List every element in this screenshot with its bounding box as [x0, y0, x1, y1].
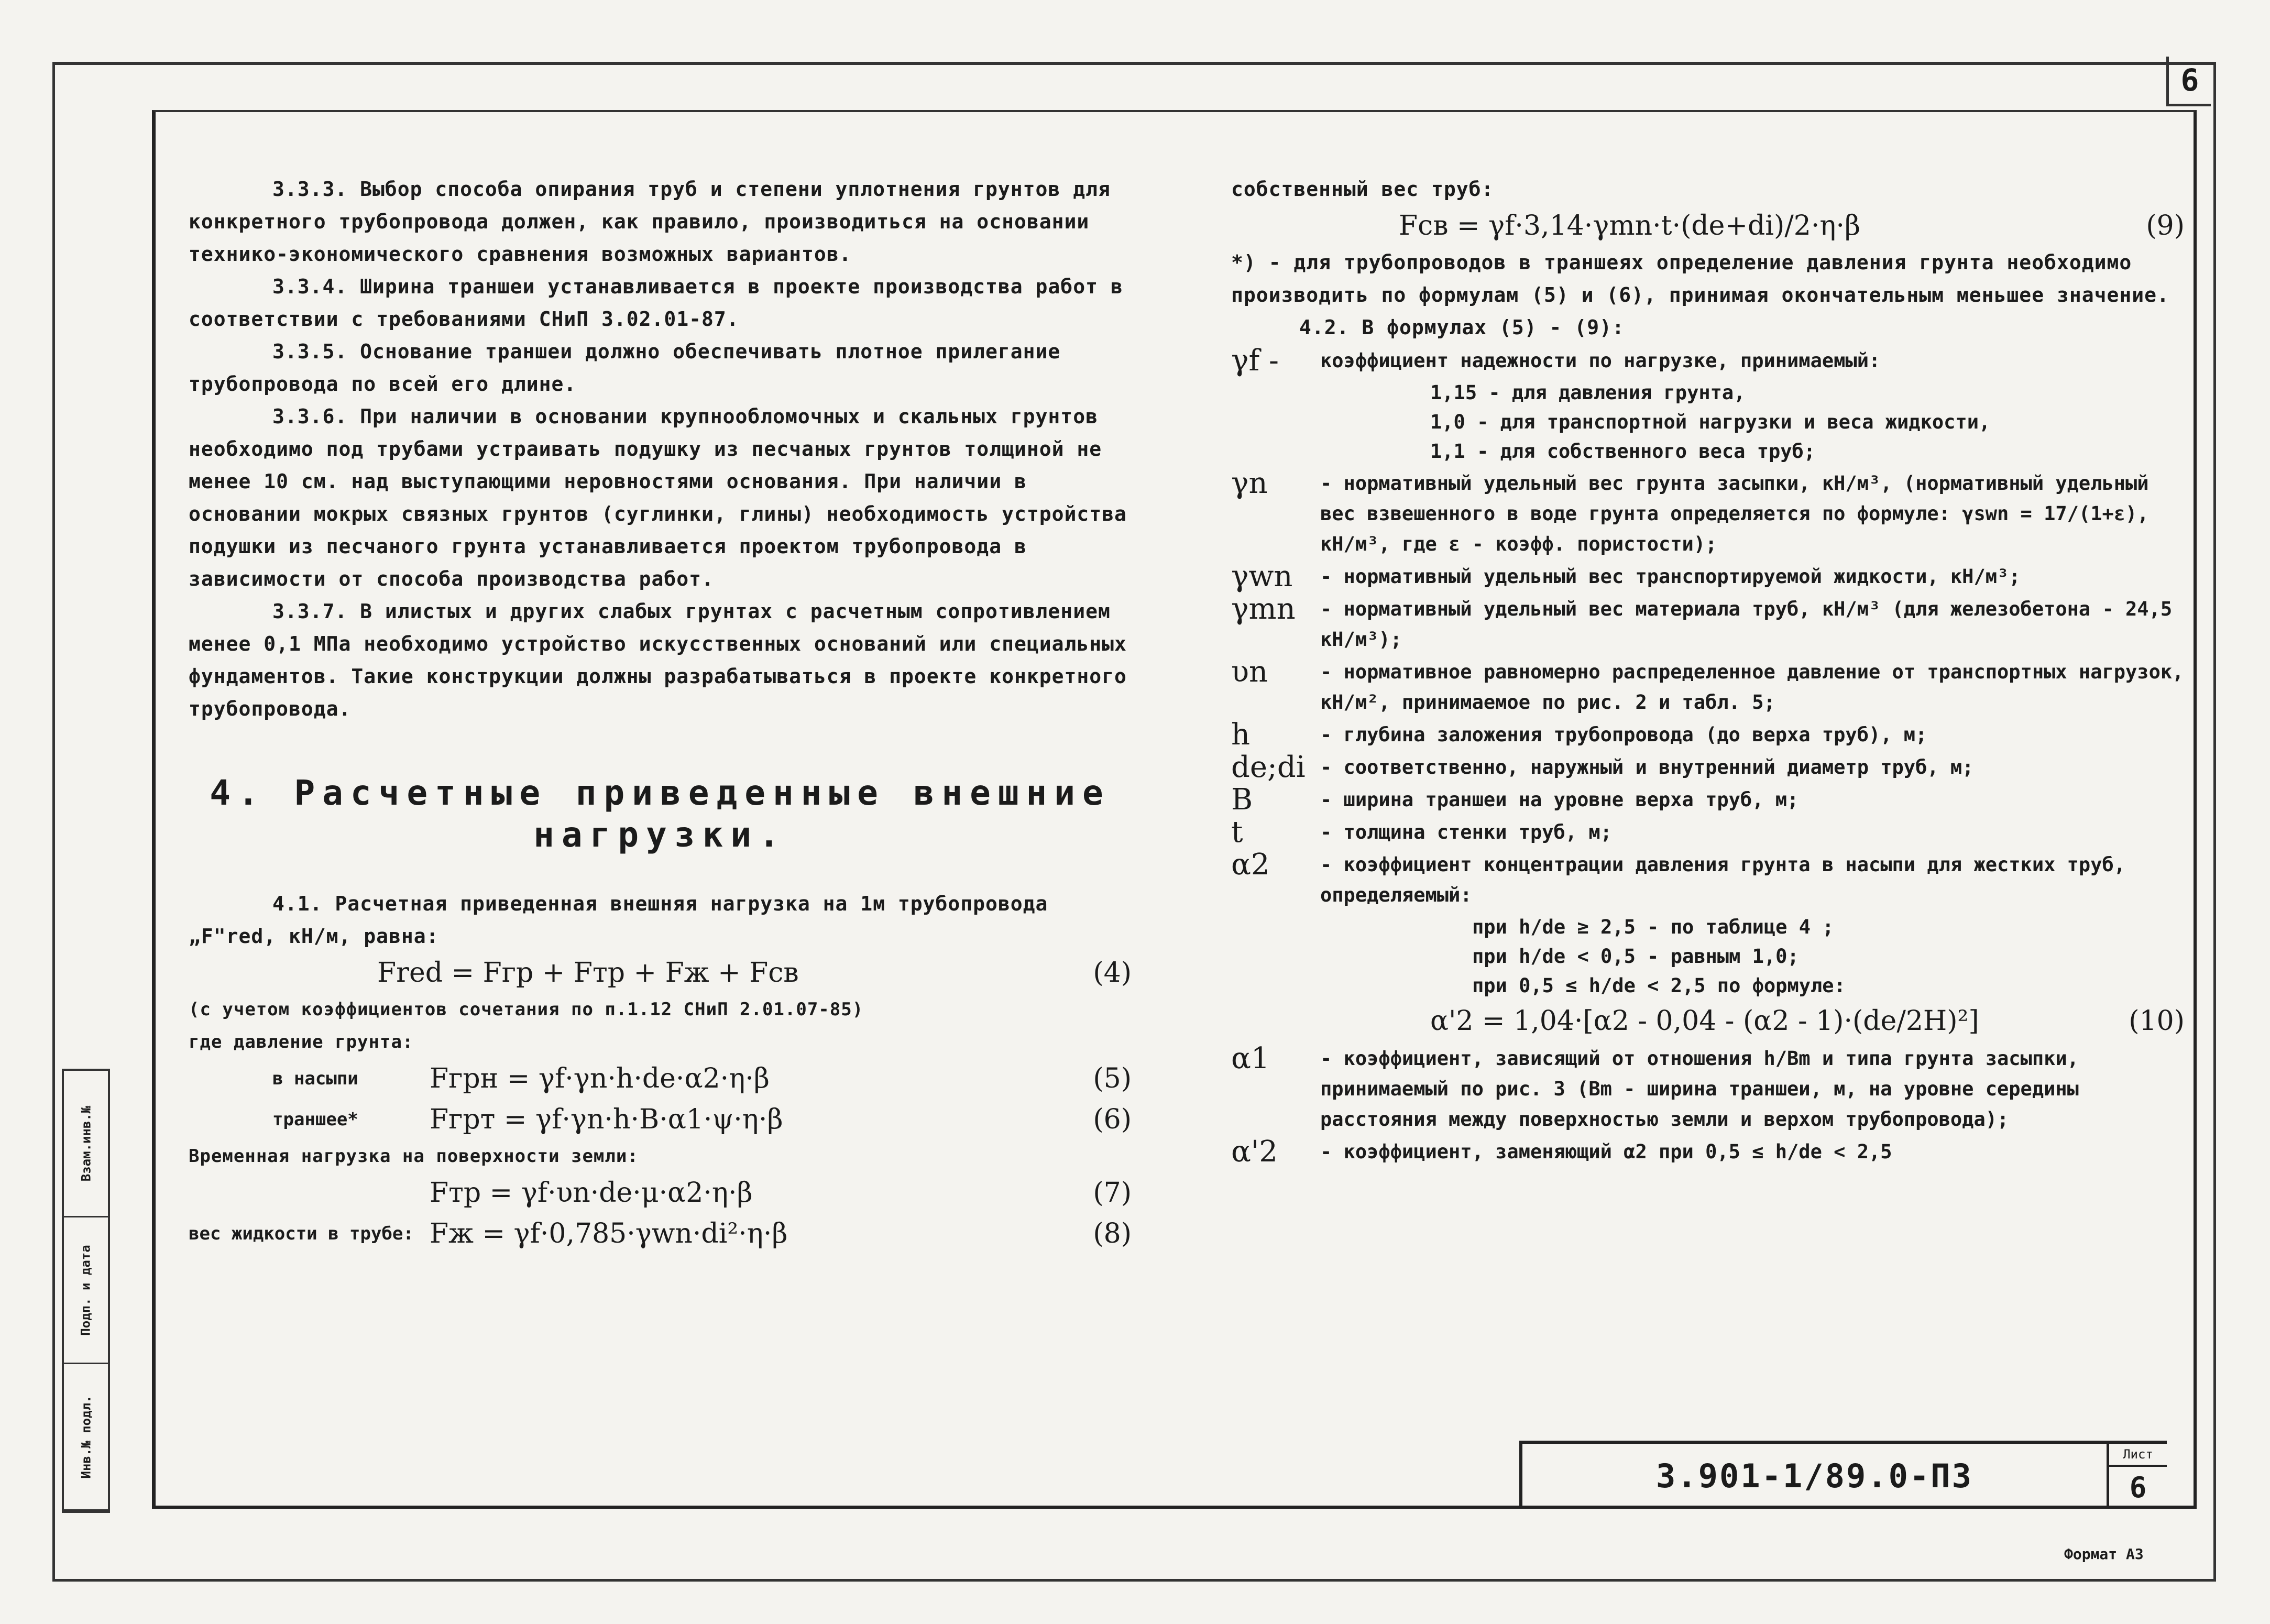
definition-alpha-2 [1231, 850, 2185, 910]
formula-label: вес жидкости в трубе: [189, 1223, 414, 1244]
paragraph-3-3-5: 3.3.5. Основание траншеи должно обеспечивать плотное прилегание трубопровода по всей его длине. [189, 340, 1061, 396]
formula-number: (5) [1093, 1063, 1132, 1094]
own-weight-label: собственный вес труб: [1231, 178, 1494, 201]
definition-gamma-n [1231, 468, 2185, 559]
title-block [1519, 1441, 2167, 1508]
definition-gamma-wn [1231, 559, 2185, 594]
paragraph-3-3-3: 3.3.3. Выбор способа опирания труб и степени уплотнения грунтов для конкретного трубопровода должен, как правило, производиться на основании технико-экономического сравнения возможных вариантов. [189, 178, 1111, 266]
definition-symbol: γf - [1231, 344, 1279, 378]
definition-upsilon-n [1231, 657, 2185, 718]
formula-number: (8) [1093, 1218, 1132, 1249]
formula-body: α'2 = 1,04·[α2 - 0,04 - (α2 - 1)·(de/2H)²] [1430, 1005, 1979, 1037]
definition-text: - коэффициент, заменяющий α2 при 0,5 ≤ h/de < 2,5 [1320, 1140, 1892, 1163]
formula-number: (10) [2129, 1005, 2185, 1037]
definition-de-di [1231, 752, 2185, 783]
definition-text: - толщина стенки труб, м; [1320, 821, 1612, 843]
trench-footnote: *) - для трубопроводов в траншеях определение давления грунта необходимо производить по формулам (5) и (6), принимая окончательным меньшее значение. [1231, 251, 2169, 306]
formula-body: Fred = Fгр + Fтр + Fж + Fсв [377, 957, 799, 989]
paragraph-3-3-4: 3.3.4. Ширина траншеи устанавливается в проекте производства работ в соответствии с требованиями СНиП 3.02.01-87. [189, 275, 1123, 331]
formula-9 [1231, 205, 2185, 246]
definition-t [1231, 817, 2185, 848]
definition-text: - коэффициент, зависящий от отношения h/Bm и типа грунта засыпки, принимаемый по рис. 3 (Bm - ширина траншеи, м, на уровне середины расстояния между поверхностью земли и верхом трубопровода); [1320, 1047, 2079, 1131]
definition-subitem: при h/de < 0,5 - равным 1,0; [1472, 945, 1799, 968]
definition-subitem: при 0,5 ≤ h/de < 2,5 по формуле: [1472, 974, 1846, 997]
paragraph-4-2: 4.2. В формулах (5) - (9): [1299, 316, 1625, 339]
formula-body: Fгрт = γf·γn·h·B·α1·ψ·η·β [430, 1104, 783, 1135]
definition-gamma-mn [1231, 594, 2185, 655]
formula-body: Fж = γf·0,785·γwn·di²·η·β [430, 1218, 788, 1249]
definition-subitem: 1,0 - для транспортной нагрузки и веса жидкости, [1430, 411, 1991, 433]
definition-text: - нормативный удельный вес грунта засыпки, кН/м³, (нормативный удельный вес взвешенного в воде грунта определяется по формуле: γswn = 17/(1+ε), кН/м³, где ε - коэфф. пористости); [1320, 472, 2149, 555]
combination-note: (с учетом коэффициентов сочетания по п.1.12 СНиП 2.01.07-85) [189, 999, 864, 1020]
definition-symbol: α2 [1231, 848, 1270, 882]
stamp-cell [64, 1364, 108, 1511]
format-label: Формат А3 [2064, 1545, 2144, 1563]
formula-5 [189, 1058, 1132, 1099]
definition-text: - глубина заложения трубопровода (до верха труб), м; [1320, 723, 1927, 746]
formula-label: в насыпи [272, 1068, 358, 1089]
left-column [189, 173, 1132, 1254]
formula-8 [189, 1213, 1132, 1254]
formula-7 [189, 1172, 1132, 1213]
definition-symbol: γn [1231, 466, 1268, 500]
definition-symbol: de;di [1231, 750, 1306, 784]
definition-symbol: α1 [1231, 1041, 1270, 1076]
definition-text: - соответственно, наружный и внутренний диаметр труб, м; [1320, 756, 1974, 778]
where-label: где давление грунта: [189, 1032, 414, 1052]
document-code: 3.901-1/89.0-ПЗ [1522, 1444, 2109, 1508]
formula-number: (9) [2146, 210, 2185, 242]
stamp-cell [64, 1071, 108, 1217]
definition-symbol: γwn [1231, 559, 1293, 594]
sheet-cell [2109, 1444, 2167, 1508]
formula-body: Fсв = γf·3,14·γmn·t·(de+di)/2·η·β [1399, 210, 1861, 242]
stamp-cell [64, 1217, 108, 1364]
definition-subitem: 1,1 - для собственного веса труб; [1430, 440, 1816, 463]
formula-number: (6) [1093, 1104, 1132, 1135]
formula-6 [189, 1099, 1132, 1140]
section-heading: 4. Расчетные приведенные внешние нагрузки. [210, 773, 1111, 855]
definition-subitem: при h/de ≥ 2,5 - по таблице 4 ; [1472, 916, 1834, 938]
formula-number: (7) [1093, 1177, 1132, 1209]
paragraph-3-3-7: 3.3.7. В илистых и других слабых грунтах с расчетным сопротивлением менее 0,1 МПа необходимо устройство искусственных оснований или специальных фундаментов. Такие конструкции должны разрабатываться в проекте конкретного трубопровода. [189, 600, 1127, 720]
paragraph-3-3-6: 3.3.6. При наличии в основании крупнообломочных и скальных грунтов необходимо под трубами устраивать подушку из песчаных грунтов толщиной не менее 10 см. над выступающими неровностями основания. При наличии в основании мокрых связных грунтов (суглинки, глины) необходимость устройства подушки из песчаного грунта устанавливается проектом трубопровода в зависимости от способа производства работ. [189, 405, 1127, 590]
sheet-number: 6 [2129, 1471, 2147, 1504]
definition-alpha-2-prime [1231, 1137, 2185, 1167]
paragraph-4-1: 4.1. Расчетная приведенная внешняя нагрузка на 1м трубопровода „F"red, кН/м, равна: [189, 892, 1048, 948]
definition-symbol: α'2 [1231, 1135, 1278, 1169]
corner-page-number: 6 [2166, 57, 2211, 106]
formula-body: Fтр = γf·υn·de·μ·α2·η·β [430, 1177, 753, 1209]
definition-symbol: t [1231, 815, 1243, 849]
sheet-label: Лист [2109, 1444, 2167, 1467]
definition-b [1231, 785, 2185, 815]
definition-text: - ширина траншеи на уровне верха труб, м; [1320, 788, 1799, 811]
formula-4 [189, 952, 1132, 993]
formula-number: (4) [1093, 957, 1132, 989]
definition-symbol: υn [1231, 655, 1268, 689]
definition-symbol: B [1231, 783, 1253, 817]
definition-h [1231, 720, 2185, 750]
right-column [1231, 173, 2185, 1169]
definition-text: коэффициент надежности по нагрузке, принимаемый: [1320, 349, 1881, 372]
definition-alpha-1 [1231, 1041, 2185, 1135]
temporary-load-label: Временная нагрузка на поверхности земли: [189, 1146, 639, 1167]
formula-10 [1231, 1001, 2185, 1041]
stamp-label: Инв.№ подл. [79, 1395, 94, 1478]
definition-text: - нормативное равномерно распределенное давление от транспортных нагрузок, кН/м², принимаемое по рис. 2 и табл. 5; [1320, 661, 2184, 714]
definition-symbol: h [1231, 718, 1251, 752]
stamp-label: Подп. и дата [79, 1244, 94, 1336]
definition-text: - коэффициент концентрации давления грунта в насыпи для жестких труб, определяемый: [1320, 853, 2126, 906]
stamp-label: Взам.инв.№ [79, 1105, 93, 1181]
definition-text: - нормативный удельный вес материала труб, кН/м³ (для железобетона - 24,5 кН/м³); [1320, 598, 2173, 651]
formula-label: траншее* [272, 1109, 358, 1130]
formula-body: Fгрн = γf·γn·h·de·α2·η·β [430, 1063, 770, 1094]
definition-text: - нормативный удельный вес транспортируемой жидкости, кН/м³; [1320, 565, 2021, 588]
side-stamp [62, 1069, 110, 1513]
definition-symbol: γmn [1231, 592, 1296, 626]
definition-gamma-f [1231, 346, 2185, 376]
definition-subitem: 1,15 - для давления грунта, [1430, 381, 1746, 404]
